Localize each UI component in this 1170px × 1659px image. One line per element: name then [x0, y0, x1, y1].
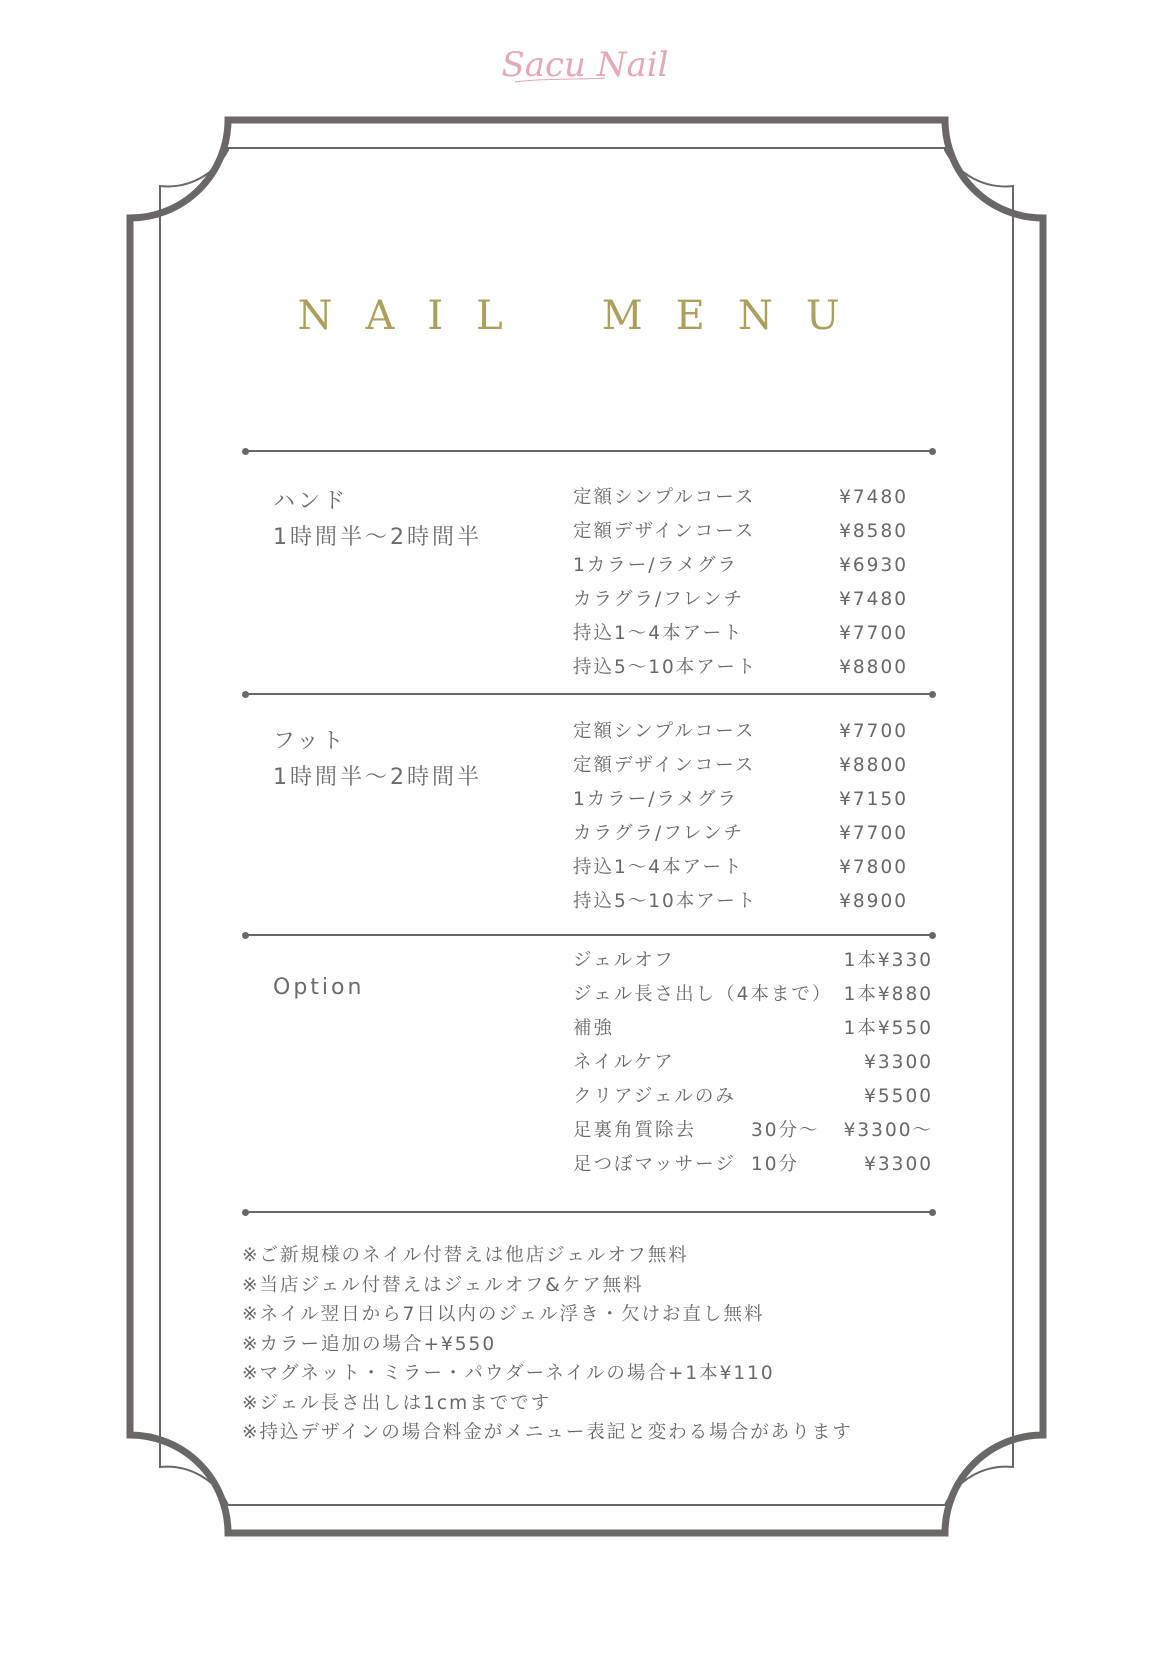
divider: [245, 450, 933, 452]
menu-item: 補強 1本¥550: [573, 1018, 933, 1039]
svg-text:Sacu Nail: Sacu Nail: [501, 45, 669, 85]
note-item: ※マグネット・ミラー・パウダーネイルの場合+1本¥110: [242, 1363, 775, 1384]
menu-item: 定額シンプルコース ¥7700: [573, 721, 908, 742]
section-name: ハンド: [273, 489, 349, 514]
section-title: [273, 484, 482, 556]
page-title: [0, 293, 1170, 339]
menu-item: 持込1〜4本アート ¥7700: [573, 623, 908, 644]
menu-item: クリアジェルのみ ¥5500: [573, 1086, 933, 1107]
section-duration: 1時間半〜2時間半: [273, 765, 482, 790]
menu-item: 1カラー/ラメグラ ¥6930: [573, 555, 908, 576]
menu-item: カラグラ/フレンチ ¥7700: [573, 823, 908, 844]
menu-item: ジェルオフ 1本¥330: [573, 950, 933, 971]
menu-item: カラグラ/フレンチ ¥7480: [573, 589, 908, 610]
price-list: [573, 944, 933, 1182]
section-duration: 1時間半〜2時間半: [273, 525, 482, 550]
note-item: ※ネイル翌日から7日以内のジェル浮き・欠けお直し無料: [242, 1304, 765, 1325]
menu-item: 足裏角質除去 30分〜 ¥3300〜: [573, 1120, 933, 1141]
divider: [245, 693, 933, 695]
section-name: Option: [273, 975, 365, 1000]
menu-item: 持込5〜10本アート ¥8900: [573, 891, 908, 912]
menu-item: 定額デザインコース ¥8800: [573, 755, 908, 776]
brand-logo: [0, 38, 1170, 98]
menu-item: 持込1〜4本アート ¥7800: [573, 857, 908, 878]
price-list: [573, 481, 933, 685]
section-title: [273, 724, 482, 796]
notes-list: [242, 1241, 942, 1448]
section-title: [273, 970, 364, 1006]
divider: [245, 1211, 933, 1213]
note-item: ※ご新規様のネイル付替えは他店ジェルオフ無料: [242, 1245, 689, 1266]
price-list: [573, 715, 933, 919]
note-item: ※持込デザインの場合料金がメニュー表記と変わる場合があります: [242, 1422, 853, 1443]
menu-item: 持込5〜10本アート ¥8800: [573, 657, 908, 678]
note-item: ※ジェル長さ出しは1cmまでです: [242, 1392, 552, 1414]
divider: [245, 934, 933, 936]
menu-item: 1カラー/ラメグラ ¥7150: [573, 789, 908, 810]
brand-logo-script: [485, 38, 685, 98]
menu-item: ジェル長さ出し（4本まで） 1本¥880: [573, 984, 933, 1005]
note-item: ※当店ジェル付替えはジェルオフ&ケア無料: [242, 1274, 644, 1296]
menu-item: ネイルケア ¥3300: [573, 1052, 933, 1073]
menu-item: 足つぼマッサージ 10分 ¥3300: [573, 1154, 933, 1175]
section-name: フット: [273, 729, 347, 754]
menu-item: 定額シンプルコース ¥7480: [573, 487, 908, 508]
note-item: ※カラー追加の場合+¥550: [242, 1333, 497, 1355]
title-word: MENU: [601, 293, 873, 339]
title-word: NAIL: [297, 293, 536, 339]
menu-item: 定額デザインコース ¥8580: [573, 521, 908, 542]
